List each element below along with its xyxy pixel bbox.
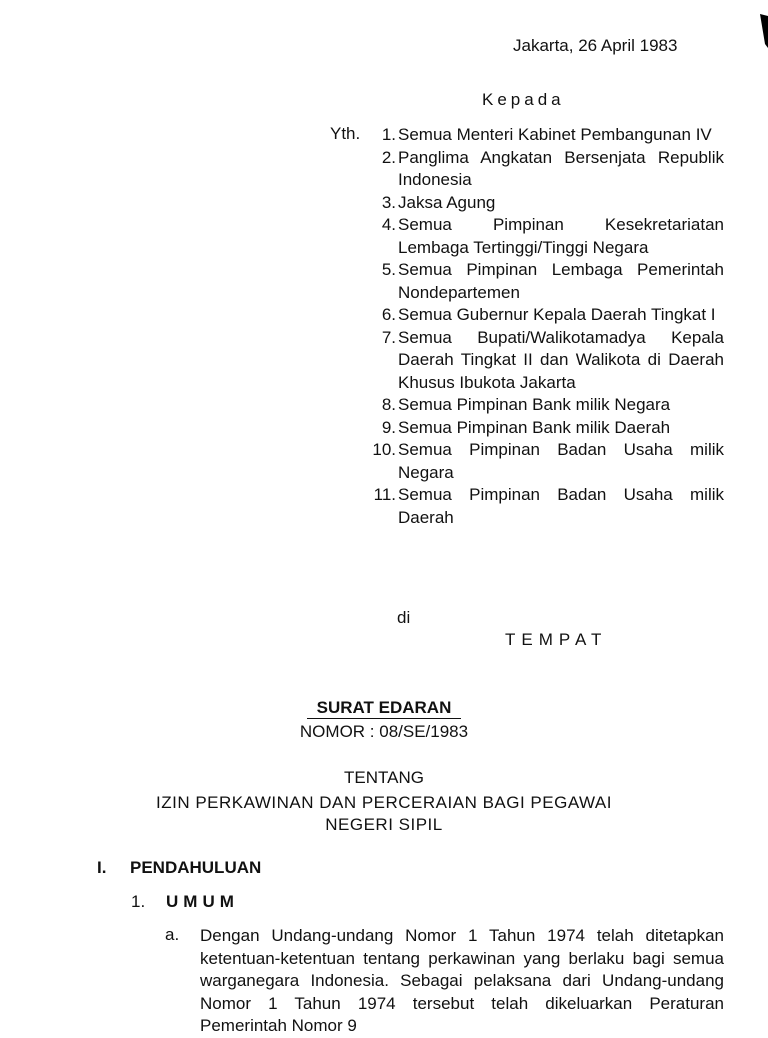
recipient-item xyxy=(362,484,724,529)
yth-label: Yth. xyxy=(330,124,361,143)
recipient-item xyxy=(362,124,724,147)
kepada-heading: Kepada xyxy=(482,90,565,109)
tempat-label: TEMPAT xyxy=(505,630,608,649)
tentang-label: TENTANG xyxy=(344,768,424,787)
paragraph-label: a. xyxy=(165,925,180,944)
recipient-number: 10. xyxy=(372,440,396,459)
subsection-number: 1. xyxy=(131,892,146,911)
recipient-number: 6. xyxy=(381,305,396,324)
recipient-item xyxy=(362,192,724,215)
recipient-number: 7. xyxy=(381,327,396,347)
scan-edge-mark xyxy=(758,14,768,48)
recipient-item xyxy=(362,439,724,484)
subject-line-2: NEGERI SIPIL xyxy=(325,815,443,834)
recipient-text: Semua Bupati/Walikotamadya Kepala Daerah Tingkat II dan Walikota di Daerah Khusus Ibukota Jakarta xyxy=(398,327,724,392)
recipient-item xyxy=(362,147,724,192)
recipient-text: Semua Pimpinan Lembaga Pemerintah Nondepartemen xyxy=(398,260,724,302)
recipient-text: Jaksa Agung xyxy=(398,192,496,212)
recipient-text: Semua Pimpinan Badan Usaha milik Daerah xyxy=(398,485,724,527)
section-number: I. xyxy=(97,858,107,877)
circular-title xyxy=(0,698,768,719)
recipient-number: 11. xyxy=(373,485,396,504)
recipient-number: 1. xyxy=(381,125,396,144)
recipient-number: 3. xyxy=(381,192,396,212)
recipient-number: 8. xyxy=(381,395,396,414)
recipient-item xyxy=(362,417,724,440)
recipient-text: Semua Menteri Kabinet Pembangunan IV xyxy=(398,125,712,144)
recipient-number: 9. xyxy=(381,417,396,437)
circular-title-text: SURAT EDARAN xyxy=(307,698,462,719)
recipient-item xyxy=(362,214,724,259)
subsection-title: UMUM xyxy=(166,892,239,911)
di-label: di xyxy=(397,608,411,627)
recipient-item xyxy=(362,304,724,327)
paragraph-text: Dengan Undang-undang Nomor 1 Tahun 1974 telah ditetapkan ketentuan-ketentuan tentang perkawinan yang berlaku bagi semua warganegara Indonesia. Sebagai pelaksana dari Undang-undang Nomor 1 Tahun 1974 tersebut telah dikeluarkan Peraturan Pemerintah Nomor 9 xyxy=(200,926,724,1035)
recipient-text: Semua Pimpinan Badan Usaha milik Negara xyxy=(398,440,724,482)
letter-date: Jakarta, 26 April 1983 xyxy=(513,36,678,55)
subject-line-1: IZIN PERKAWINAN DAN PERCERAIAN BAGI PEGAWAI xyxy=(155,793,612,812)
recipient-number: 2. xyxy=(381,147,396,167)
recipient-item xyxy=(362,327,724,395)
recipient-item xyxy=(362,259,724,304)
recipient-text: Semua Pimpinan Bank milik Negara xyxy=(398,395,671,414)
recipient-text: Semua Pimpinan Bank milik Daerah xyxy=(398,417,671,437)
recipient-list xyxy=(362,124,724,529)
recipient-number: 4. xyxy=(381,215,396,234)
recipient-text: Panglima Angkatan Bersenjata Republik Indonesia xyxy=(398,147,724,189)
section-title: PENDAHULUAN xyxy=(130,858,262,877)
circular-number: NOMOR : 08/SE/1983 xyxy=(299,722,469,741)
recipient-item xyxy=(362,394,724,417)
recipient-number: 5. xyxy=(381,260,396,279)
recipient-text: Semua Gubernur Kepala Daerah Tingkat I xyxy=(398,305,716,324)
recipient-text: Semua Pimpinan Kesekretariatan Lembaga Tertinggi/Tinggi Negara xyxy=(398,215,724,257)
